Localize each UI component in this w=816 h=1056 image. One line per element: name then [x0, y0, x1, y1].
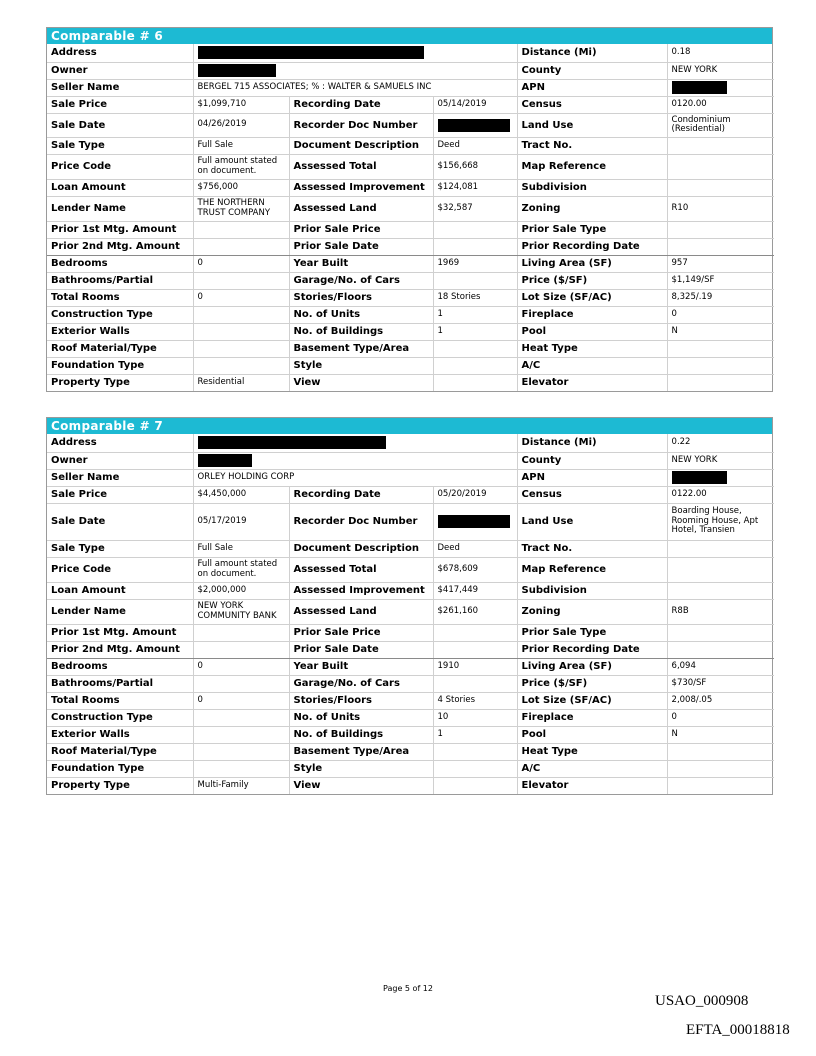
- style-label: Style: [289, 357, 433, 374]
- price-code-label: Price Code: [47, 557, 193, 582]
- heat-label: Heat Type: [517, 340, 667, 357]
- bedrooms-label: Bedrooms: [47, 255, 193, 272]
- sale-date-value: 04/26/2019: [193, 113, 289, 137]
- prior-sale-type-label: Prior Sale Type: [517, 221, 667, 238]
- county-label: County: [517, 452, 667, 469]
- baths-label: Bathrooms/Partial: [47, 675, 193, 692]
- assessed-land-value: $32,587: [433, 196, 517, 221]
- units-label: No. of Units: [289, 306, 433, 323]
- sale-price-value: $1,099,710: [193, 96, 289, 113]
- prior1-value: [193, 221, 289, 238]
- county-value: NEW YORK: [667, 62, 774, 79]
- table-row: [47, 760, 774, 777]
- basement-label: Basement Type/Area: [289, 340, 433, 357]
- stories-value: 4 Stories: [433, 692, 517, 709]
- table-row: [47, 624, 774, 641]
- price-sf-value: $1,149/SF: [667, 272, 774, 289]
- roof-label: Roof Material/Type: [47, 340, 193, 357]
- sale-price-label: Sale Price: [47, 486, 193, 503]
- redaction-bar: [198, 64, 276, 77]
- units-value: 10: [433, 709, 517, 726]
- map-ref-label: Map Reference: [517, 557, 667, 582]
- recorder-doc-label: Recorder Doc Number: [289, 113, 433, 137]
- county-value: NEW YORK: [667, 452, 774, 469]
- foundation-label: Foundation Type: [47, 357, 193, 374]
- roof-label: Roof Material/Type: [47, 743, 193, 760]
- redaction-bar: [672, 471, 727, 484]
- construction-value: [193, 306, 289, 323]
- subdivision-value: [667, 179, 774, 196]
- lot-size-value: 2,008/.05: [667, 692, 774, 709]
- comparable-title: Comparable # 7: [47, 418, 772, 434]
- recorder-doc-value: [433, 503, 517, 540]
- price-sf-value: $730/SF: [667, 675, 774, 692]
- lender-value: THE NORTHERN TRUST COMPANY: [193, 196, 289, 221]
- zoning-label: Zoning: [517, 196, 667, 221]
- recording-date-label: Recording Date: [289, 96, 433, 113]
- table-row: [47, 196, 774, 221]
- tract-label: Tract No.: [517, 137, 667, 154]
- doc-desc-label: Document Description: [289, 540, 433, 557]
- prior-rec-date-value: [667, 641, 774, 658]
- owner-value: [193, 452, 517, 469]
- census-label: Census: [517, 96, 667, 113]
- comparable-title: Comparable # 6: [47, 28, 772, 44]
- prior-sale-type-value: [667, 221, 774, 238]
- subdivision-value: [667, 582, 774, 599]
- map-ref-label: Map Reference: [517, 154, 667, 179]
- table-row: [47, 323, 774, 340]
- ext-walls-value: [193, 726, 289, 743]
- table-row: [47, 62, 774, 79]
- table-row: [47, 557, 774, 582]
- elevator-label: Elevator: [517, 374, 667, 391]
- style-value: [433, 357, 517, 374]
- ac-label: A/C: [517, 760, 667, 777]
- prior-sale-price-label: Prior Sale Price: [289, 624, 433, 641]
- assessed-impr-value: $417,449: [433, 582, 517, 599]
- construction-value: [193, 709, 289, 726]
- construction-label: Construction Type: [47, 306, 193, 323]
- seller-value: ORLEY HOLDING CORP: [193, 469, 517, 486]
- table-row: [47, 452, 774, 469]
- lender-value: NEW YORK COMMUNITY BANK: [193, 599, 289, 624]
- garage-value: [433, 675, 517, 692]
- land-use-value: Condominium (Residential): [667, 113, 774, 137]
- prior-sale-price-value: [433, 624, 517, 641]
- baths-label: Bathrooms/Partial: [47, 272, 193, 289]
- table-row: [47, 692, 774, 709]
- foundation-value: [193, 357, 289, 374]
- tract-value: [667, 137, 774, 154]
- buildings-label: No. of Buildings: [289, 726, 433, 743]
- owner-label: Owner: [47, 62, 193, 79]
- ac-value: [667, 357, 774, 374]
- price-code-value: Full amount stated on document.: [193, 154, 289, 179]
- distance-value: 0.18: [667, 44, 774, 62]
- bates-efta: EFTA_00018818: [686, 1022, 790, 1038]
- prior-sale-date-value: [433, 238, 517, 255]
- year-built-label: Year Built: [289, 255, 433, 272]
- property-type-value: Residential: [193, 374, 289, 391]
- ac-value: [667, 760, 774, 777]
- living-area-label: Living Area (SF): [517, 658, 667, 675]
- table-row: [47, 357, 774, 374]
- seller-label: Seller Name: [47, 79, 193, 96]
- table-row: [47, 374, 774, 391]
- table-row: [47, 79, 774, 96]
- prior-sale-price-value: [433, 221, 517, 238]
- view-label: View: [289, 374, 433, 391]
- apn-value: [667, 79, 774, 96]
- sale-type-label: Sale Type: [47, 540, 193, 557]
- baths-value: [193, 675, 289, 692]
- comparable-6-panel: [46, 27, 773, 392]
- units-label: No. of Units: [289, 709, 433, 726]
- pool-label: Pool: [517, 323, 667, 340]
- address-label: Address: [47, 44, 193, 62]
- pool-value: N: [667, 323, 774, 340]
- recorder-doc-value: [433, 113, 517, 137]
- recording-date-value: 05/14/2019: [433, 96, 517, 113]
- prior-sale-type-value: [667, 624, 774, 641]
- apn-label: APN: [517, 79, 667, 96]
- property-type-label: Property Type: [47, 374, 193, 391]
- census-label: Census: [517, 486, 667, 503]
- pool-label: Pool: [517, 726, 667, 743]
- prior-sale-date-value: [433, 641, 517, 658]
- census-value: 0120.00: [667, 96, 774, 113]
- foundation-label: Foundation Type: [47, 760, 193, 777]
- lender-label: Lender Name: [47, 599, 193, 624]
- year-built-label: Year Built: [289, 658, 433, 675]
- apn-label: APN: [517, 469, 667, 486]
- bates-usao: USAO_000908: [655, 993, 749, 1009]
- table-row: [47, 113, 774, 137]
- table-row: [47, 221, 774, 238]
- bedrooms-value: 0: [193, 658, 289, 675]
- table-row: [47, 238, 774, 255]
- property-details-table: [47, 44, 774, 391]
- loan-amount-value: $2,000,000: [193, 582, 289, 599]
- year-built-value: 1910: [433, 658, 517, 675]
- table-row: [47, 44, 774, 62]
- assessed-total-label: Assessed Total: [289, 557, 433, 582]
- price-sf-label: Price ($/SF): [517, 272, 667, 289]
- style-value: [433, 760, 517, 777]
- heat-value: [667, 743, 774, 760]
- ac-label: A/C: [517, 357, 667, 374]
- prior-rec-date-value: [667, 238, 774, 255]
- prior2-value: [193, 641, 289, 658]
- recording-date-label: Recording Date: [289, 486, 433, 503]
- table-row: [47, 289, 774, 306]
- roof-value: [193, 743, 289, 760]
- table-row: [47, 658, 774, 675]
- table-row: [47, 340, 774, 357]
- roof-value: [193, 340, 289, 357]
- fireplace-label: Fireplace: [517, 709, 667, 726]
- stories-label: Stories/Floors: [289, 289, 433, 306]
- subdivision-label: Subdivision: [517, 179, 667, 196]
- baths-value: [193, 272, 289, 289]
- table-row: [47, 154, 774, 179]
- table-row: [47, 255, 774, 272]
- view-label: View: [289, 777, 433, 794]
- lot-size-label: Lot Size (SF/AC): [517, 692, 667, 709]
- table-row: [47, 486, 774, 503]
- address-label: Address: [47, 434, 193, 452]
- table-row: [47, 469, 774, 486]
- prior2-value: [193, 238, 289, 255]
- assessed-land-label: Assessed Land: [289, 196, 433, 221]
- fireplace-value: 0: [667, 709, 774, 726]
- distance-label: Distance (Mi): [517, 44, 667, 62]
- garage-label: Garage/No. of Cars: [289, 675, 433, 692]
- table-row: [47, 434, 774, 452]
- sale-type-value: Full Sale: [193, 540, 289, 557]
- redaction-bar: [438, 119, 510, 132]
- table-row: [47, 96, 774, 113]
- garage-value: [433, 272, 517, 289]
- address-value: [193, 44, 517, 62]
- comparable-7-panel: [46, 417, 773, 795]
- assessed-impr-label: Assessed Improvement: [289, 582, 433, 599]
- address-value: [193, 434, 517, 452]
- fireplace-label: Fireplace: [517, 306, 667, 323]
- ext-walls-label: Exterior Walls: [47, 323, 193, 340]
- tract-value: [667, 540, 774, 557]
- assessed-impr-value: $124,081: [433, 179, 517, 196]
- doc-desc-label: Document Description: [289, 137, 433, 154]
- prior-rec-date-label: Prior Recording Date: [517, 238, 667, 255]
- loan-amount-value: $756,000: [193, 179, 289, 196]
- bedrooms-value: 0: [193, 255, 289, 272]
- price-sf-label: Price ($/SF): [517, 675, 667, 692]
- total-rooms-value: 0: [193, 692, 289, 709]
- buildings-value: 1: [433, 726, 517, 743]
- redaction-bar: [198, 436, 386, 449]
- assessed-total-label: Assessed Total: [289, 154, 433, 179]
- redaction-bar: [198, 454, 252, 467]
- table-row: [47, 641, 774, 658]
- land-use-value: Boarding House, Rooming House, Apt Hotel, Transien: [667, 503, 774, 540]
- living-area-value: 6,094: [667, 658, 774, 675]
- basement-value: [433, 743, 517, 760]
- ext-walls-label: Exterior Walls: [47, 726, 193, 743]
- redaction-bar: [438, 515, 510, 528]
- view-value: [433, 374, 517, 391]
- prior-sale-date-label: Prior Sale Date: [289, 641, 433, 658]
- map-ref-value: [667, 557, 774, 582]
- fireplace-value: 0: [667, 306, 774, 323]
- zoning-label: Zoning: [517, 599, 667, 624]
- sale-price-label: Sale Price: [47, 96, 193, 113]
- land-use-label: Land Use: [517, 503, 667, 540]
- price-code-label: Price Code: [47, 154, 193, 179]
- tract-label: Tract No.: [517, 540, 667, 557]
- units-value: 1: [433, 306, 517, 323]
- table-row: [47, 743, 774, 760]
- elevator-label: Elevator: [517, 777, 667, 794]
- page-number: Page 5 of 12: [383, 984, 433, 993]
- map-ref-value: [667, 154, 774, 179]
- assessed-impr-label: Assessed Improvement: [289, 179, 433, 196]
- stories-value: 18 Stories: [433, 289, 517, 306]
- table-row: [47, 137, 774, 154]
- sale-type-value: Full Sale: [193, 137, 289, 154]
- doc-desc-value: Deed: [433, 137, 517, 154]
- table-row: [47, 540, 774, 557]
- property-type-value: Multi-Family: [193, 777, 289, 794]
- year-built-value: 1969: [433, 255, 517, 272]
- zoning-value: R8B: [667, 599, 774, 624]
- owner-value: [193, 62, 517, 79]
- assessed-land-label: Assessed Land: [289, 599, 433, 624]
- prior1-label: Prior 1st Mtg. Amount: [47, 221, 193, 238]
- basement-label: Basement Type/Area: [289, 743, 433, 760]
- assessed-total-value: $678,609: [433, 557, 517, 582]
- table-row: [47, 179, 774, 196]
- assessed-total-value: $156,668: [433, 154, 517, 179]
- loan-amount-label: Loan Amount: [47, 582, 193, 599]
- living-area-value: 957: [667, 255, 774, 272]
- basement-value: [433, 340, 517, 357]
- prior1-label: Prior 1st Mtg. Amount: [47, 624, 193, 641]
- heat-value: [667, 340, 774, 357]
- elevator-value: [667, 374, 774, 391]
- buildings-label: No. of Buildings: [289, 323, 433, 340]
- lot-size-label: Lot Size (SF/AC): [517, 289, 667, 306]
- table-row: [47, 306, 774, 323]
- property-type-label: Property Type: [47, 777, 193, 794]
- doc-desc-value: Deed: [433, 540, 517, 557]
- total-rooms-label: Total Rooms: [47, 692, 193, 709]
- bedrooms-label: Bedrooms: [47, 658, 193, 675]
- redaction-bar: [672, 81, 727, 94]
- price-code-value: Full amount stated on document.: [193, 557, 289, 582]
- table-row: [47, 503, 774, 540]
- assessed-land-value: $261,160: [433, 599, 517, 624]
- recorder-doc-label: Recorder Doc Number: [289, 503, 433, 540]
- ext-walls-value: [193, 323, 289, 340]
- heat-label: Heat Type: [517, 743, 667, 760]
- property-details-table: [47, 434, 774, 794]
- sale-date-label: Sale Date: [47, 503, 193, 540]
- living-area-label: Living Area (SF): [517, 255, 667, 272]
- land-use-label: Land Use: [517, 113, 667, 137]
- buildings-value: 1: [433, 323, 517, 340]
- zoning-value: R10: [667, 196, 774, 221]
- table-row: [47, 777, 774, 794]
- seller-value: BERGEL 715 ASSOCIATES; % : WALTER & SAMUELS INC: [193, 79, 517, 96]
- sale-type-label: Sale Type: [47, 137, 193, 154]
- redaction-bar: [198, 46, 424, 59]
- total-rooms-value: 0: [193, 289, 289, 306]
- prior2-label: Prior 2nd Mtg. Amount: [47, 641, 193, 658]
- prior-sale-price-label: Prior Sale Price: [289, 221, 433, 238]
- elevator-value: [667, 777, 774, 794]
- prior-sale-type-label: Prior Sale Type: [517, 624, 667, 641]
- garage-label: Garage/No. of Cars: [289, 272, 433, 289]
- loan-amount-label: Loan Amount: [47, 179, 193, 196]
- prior-sale-date-label: Prior Sale Date: [289, 238, 433, 255]
- distance-value: 0.22: [667, 434, 774, 452]
- sale-date-label: Sale Date: [47, 113, 193, 137]
- county-label: County: [517, 62, 667, 79]
- table-row: [47, 675, 774, 692]
- recording-date-value: 05/20/2019: [433, 486, 517, 503]
- owner-label: Owner: [47, 452, 193, 469]
- foundation-value: [193, 760, 289, 777]
- stories-label: Stories/Floors: [289, 692, 433, 709]
- apn-value: [667, 469, 774, 486]
- census-value: 0122.00: [667, 486, 774, 503]
- table-row: [47, 709, 774, 726]
- style-label: Style: [289, 760, 433, 777]
- lender-label: Lender Name: [47, 196, 193, 221]
- view-value: [433, 777, 517, 794]
- construction-label: Construction Type: [47, 709, 193, 726]
- subdivision-label: Subdivision: [517, 582, 667, 599]
- prior1-value: [193, 624, 289, 641]
- sale-price-value: $4,450,000: [193, 486, 289, 503]
- table-row: [47, 582, 774, 599]
- sale-date-value: 05/17/2019: [193, 503, 289, 540]
- pool-value: N: [667, 726, 774, 743]
- prior2-label: Prior 2nd Mtg. Amount: [47, 238, 193, 255]
- lot-size-value: 8,325/.19: [667, 289, 774, 306]
- total-rooms-label: Total Rooms: [47, 289, 193, 306]
- table-row: [47, 726, 774, 743]
- distance-label: Distance (Mi): [517, 434, 667, 452]
- seller-label: Seller Name: [47, 469, 193, 486]
- table-row: [47, 272, 774, 289]
- table-row: [47, 599, 774, 624]
- prior-rec-date-label: Prior Recording Date: [517, 641, 667, 658]
